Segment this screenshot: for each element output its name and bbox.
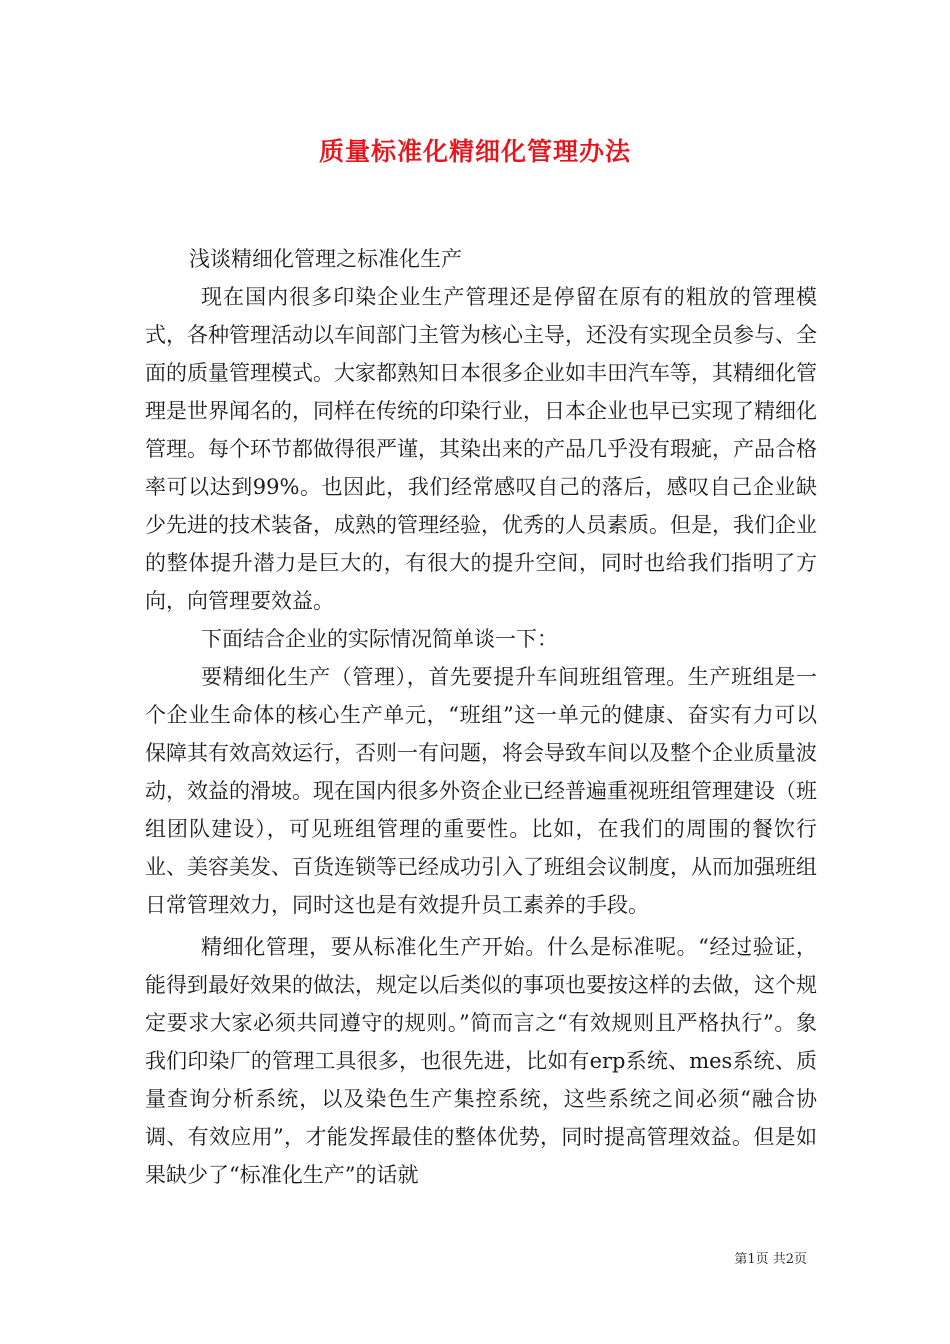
document-body	[145, 240, 817, 1194]
document-title: 质量标准化精细化管理办法	[318, 137, 631, 166]
paragraph-team-management: 要精细化生产（管理），首先要提升车间班组管理。生产班组是一个企业生命体的核心生产单元，“班组”这一单元的健康、奋实有力可以保障其有效高效运行，否则一有问题，将会导致车间以及整个企业质量波动，效益的滑坡。现在国内很多外资企业已经普遍重视班组管理建设（班组团队建设），可见班组管理的重要性。比如，在我们的周围的餐饮行业、美容美发、百货连锁等已经成功引入了班组会议制度，从而加强班组日常管理效力，同时这也是有效提升员工素养的手段。	[145, 665, 817, 917]
paragraph-transition: 下面结合企业的实际情况简单谈一下：	[201, 627, 558, 651]
paragraph-standardization: 精细化管理，要从标准化生产开始。什么是标准呢。“经过验证，能得到最好效果的做法，规定以后类似的事项也要按这样的去做，这个规定要求大家必须共同遵守的规则。”简而言之“有效规则且严格执行”。象我们印染厂的管理工具很多，也很先进，比如有erp系统、mes系统、质量查询分析系统，以及染色生产集控系统，这些系统之间必须“融合协调、有效应用”，才能发挥最佳的整体优势，同时提高管理效益。但是如果缺少了“标准化生产”的话就	[145, 935, 817, 1187]
paragraph-intro: 现在国内很多印染企业生产管理还是停留在原有的粗放的管理模式，各种管理活动以车间部门主管为核心主导，还没有实现全员参与、全面的质量管理模式。大家都熟知日本很多企业如丰田汽车等，其精细化管理是世界闻名的，同样在传统的印染行业，日本企业也早已实现了精细化管理。每个环节都做得很严谨，其染出来的产品几乎没有瑕疵，产品合格率可以达到99%。也因此，我们经常感叹自己的落后，感叹自己企业缺少先进的技术装备，成熟的管理经验，优秀的人员素质。但是，我们企业的整体提升潜力是巨大的，有很大的提升空间，同时也给我们指明了方向，向管理要效益。	[145, 285, 817, 613]
page-number-footer: 第1页 共2页	[734, 1252, 807, 1267]
document-subtitle: 浅谈精细化管理之标准化生产	[189, 247, 462, 271]
